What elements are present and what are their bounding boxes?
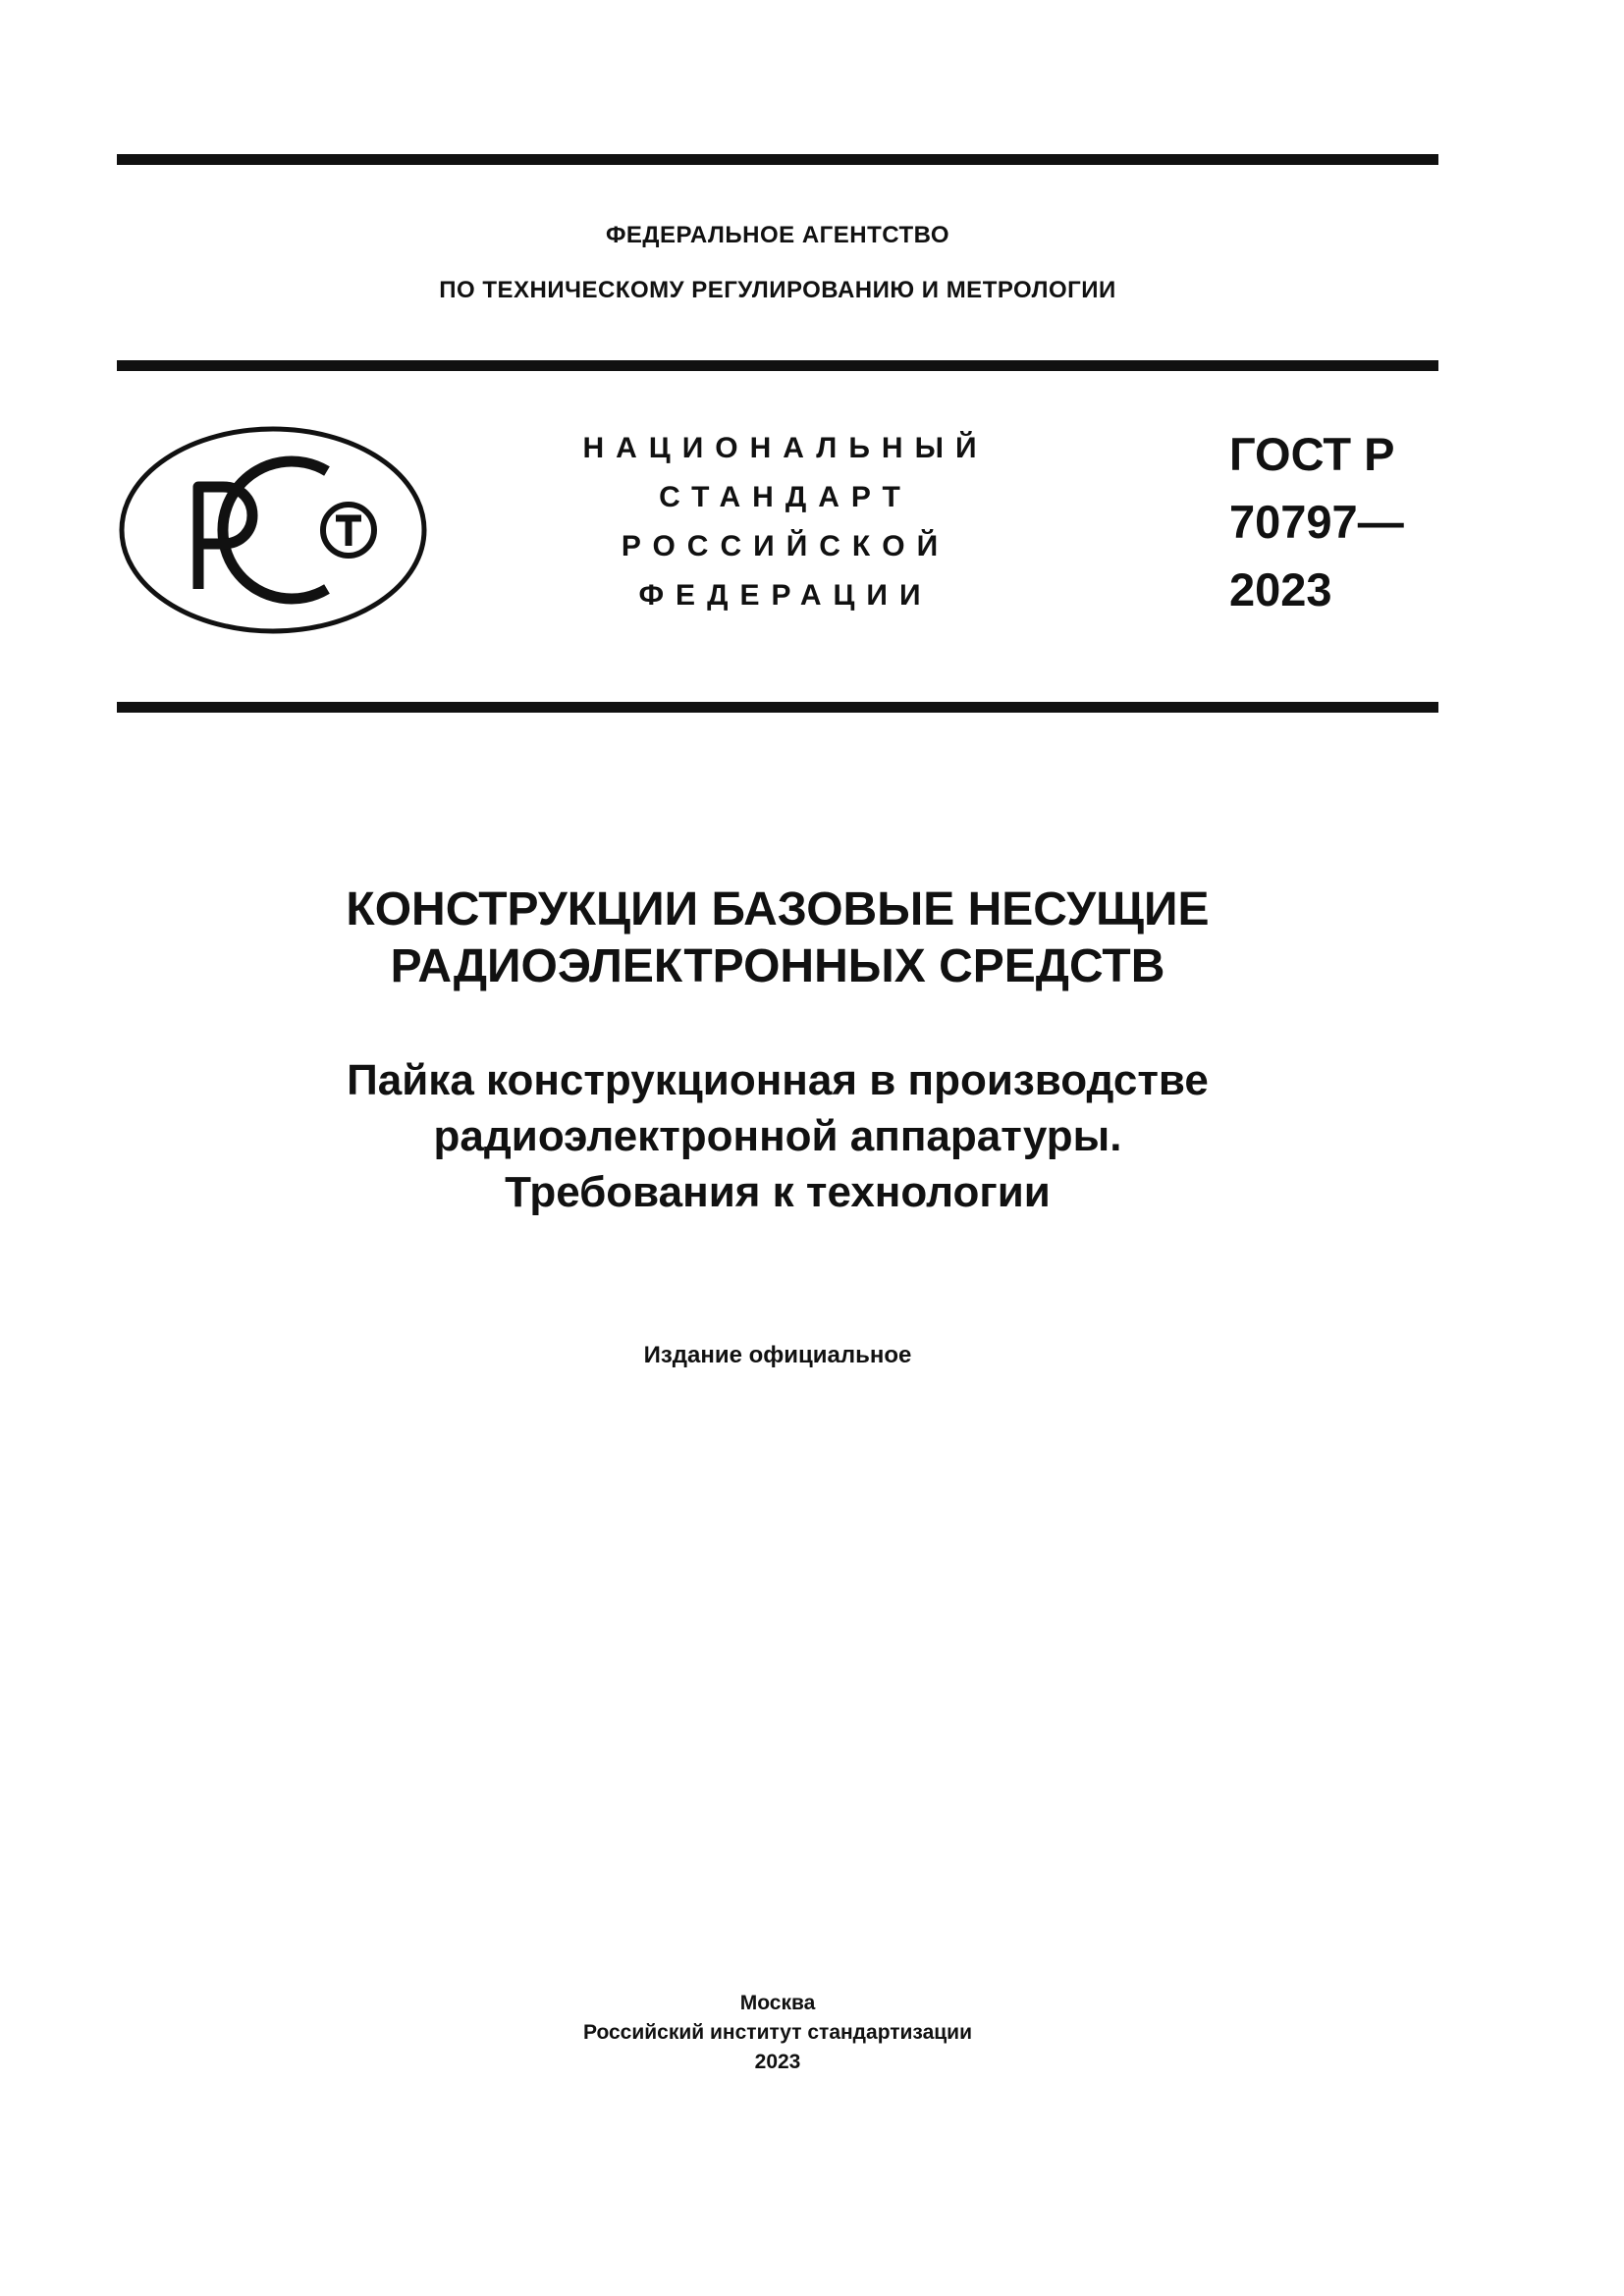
document-title (117, 881, 1438, 995)
national-standard-line: СТАНДАРТ (659, 481, 912, 513)
document-title-line: РАДИОЭЛЕКТРОННЫХ СРЕДСТВ (390, 940, 1165, 992)
header-rule (117, 360, 1438, 371)
edition-note: Издание официальное (643, 1342, 912, 1368)
imprint-year: 2023 (754, 2051, 801, 2073)
imprint-publisher: Российский институт стандартизации (582, 2021, 973, 2044)
document-subtitle-line: радиоэлектронной аппаратуры. (433, 1112, 1122, 1160)
agency-name-line-2: ПО ТЕХНИЧЕСКОМУ РЕГУЛИРОВАНИЮ И МЕТРОЛОГИИ (439, 277, 1116, 303)
title-block-rule (117, 702, 1438, 713)
national-standard-line: ФЕДЕРАЦИИ (638, 579, 933, 612)
standard-designation (1229, 420, 1404, 623)
national-standard-line: НАЦИОНАЛЬНЫЙ (582, 432, 989, 464)
designation-line-3: 2023 (1229, 563, 1332, 615)
document-title-line: КОНСТРУКЦИИ БАЗОВЫЕ НЕСУЩИЕ (346, 883, 1210, 935)
national-standard-line: РОССИЙСКОЙ (621, 530, 950, 562)
agency-name-line-1: ФЕДЕРАЛЬНОЕ АГЕНТСТВО (605, 222, 950, 248)
document-subtitle-line: Требования к технологии (505, 1168, 1051, 1216)
top-rule (117, 154, 1438, 165)
document-subtitle-line: Пайка конструкционная в производстве (347, 1056, 1209, 1104)
designation-line-1: ГОСТ Р (1229, 428, 1395, 480)
imprint-city: Москва (739, 1992, 816, 2014)
national-standard-block (511, 424, 1060, 620)
imprint (117, 1989, 1438, 2077)
designation-line-2: 70797— (1229, 496, 1404, 548)
rst-certification-mark-icon (117, 424, 429, 636)
document-subtitle (117, 1052, 1438, 1220)
